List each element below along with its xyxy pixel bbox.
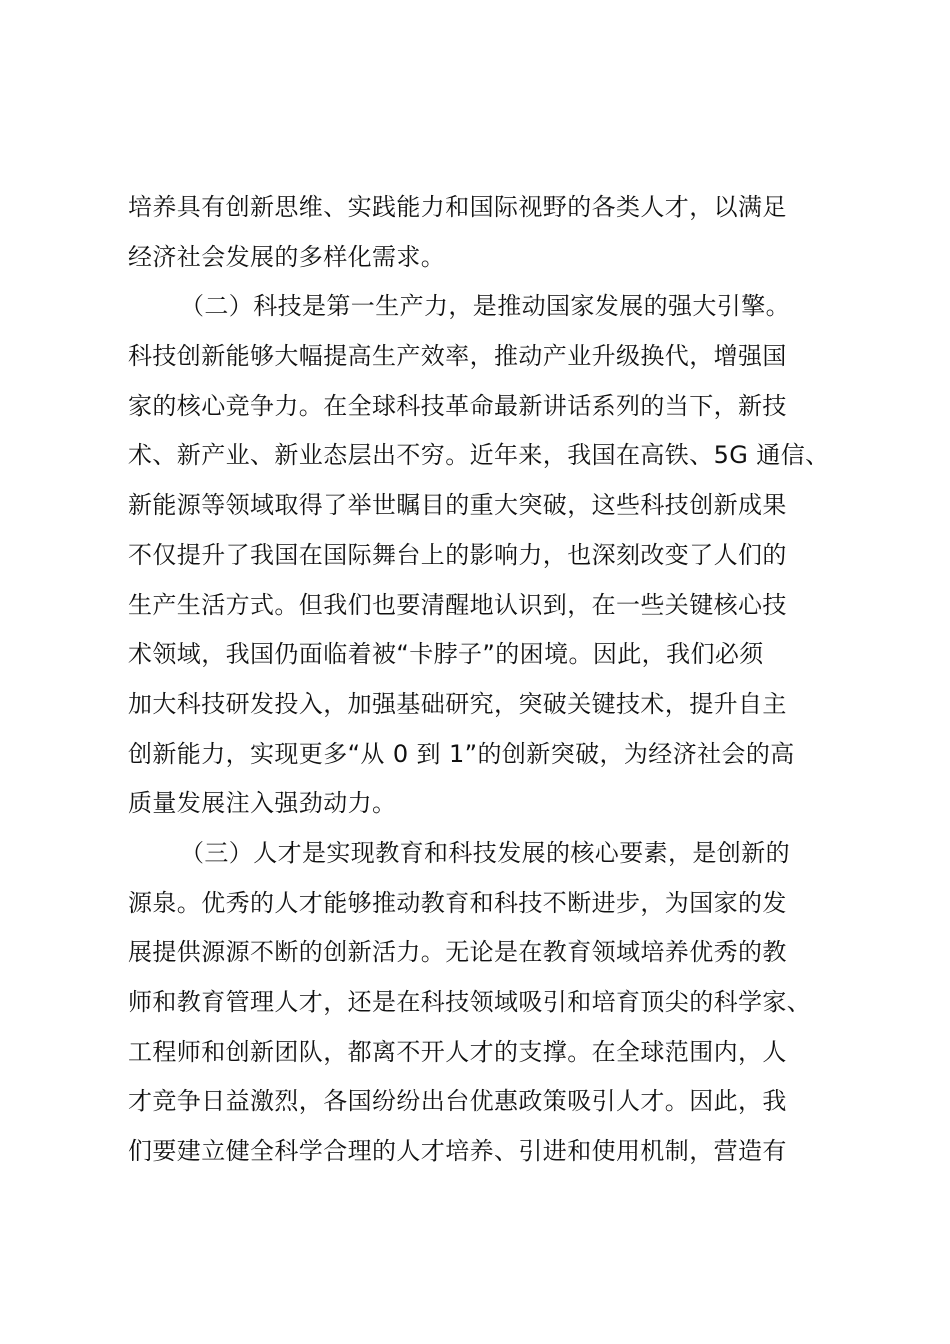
text-line: 新能源等领域取得了举世瞩目的重大突破，这些科技创新成果 <box>128 491 787 520</box>
text-line: 师和教育管理人才，还是在科技领域吸引和培育顶尖的科学家、 <box>128 988 812 1016</box>
text-line: 术领域，我国仍面临着被“卡脖子”的困境。因此，我们必须 <box>128 640 764 669</box>
text-line: 经济社会发展的多样化需求。 <box>128 242 446 271</box>
text-line: 们要建立健全科学合理的人才培养、引进和使用机制，营造有 <box>128 1137 787 1166</box>
text-line: 质量发展注入强劲动力。 <box>128 789 397 818</box>
text-line: 源泉。优秀的人才能够推动教育和科技不断进步，为国家的发 <box>128 888 787 917</box>
text-line: 加大科技研发投入，加强基础研究，突破关键技术，提升自主 <box>128 689 787 718</box>
text-line: 术、新产业、新业态层出不穷。近年来，我国在高铁、5G 通信、 <box>128 441 830 470</box>
text-line: 培养具有创新思维、实践能力和国际视野的各类人才，以满足 <box>128 193 787 221</box>
text-line: 科技创新能够大幅提高生产效率，推动产业升级换代，增强国 <box>128 342 787 371</box>
text-line: 展提供源源不断的创新活力。无论是在教育领域培养优秀的教 <box>128 938 787 967</box>
text-line: 工程师和创新团队，都离不开人才的支撑。在全球范围内，人 <box>128 1037 787 1066</box>
paragraph-start-line: （三）人才是实现教育和科技发展的核心要素，是创新的 <box>180 838 790 867</box>
text-line: 不仅提升了我国在国际舞台上的影响力，也深刻改变了人们的 <box>128 540 787 569</box>
body-text <box>128 183 838 1177</box>
text-line: 家的核心竞争力。在全球科技革命最新讲话系列的当下，新技 <box>128 391 787 420</box>
paragraph-start-line: （二）科技是第一生产力，是推动国家发展的强大引擎。 <box>180 292 790 321</box>
text-line: 才竞争日益激烈，各国纷纷出台优惠政策吸引人才。因此，我 <box>128 1087 787 1116</box>
text-line: 创新能力，实现更多“从 0 到 1”的创新突破，为经济社会的高 <box>128 739 795 768</box>
text-line: 生产生活方式。但我们也要清醒地认识到，在一些关键核心技 <box>128 590 787 619</box>
